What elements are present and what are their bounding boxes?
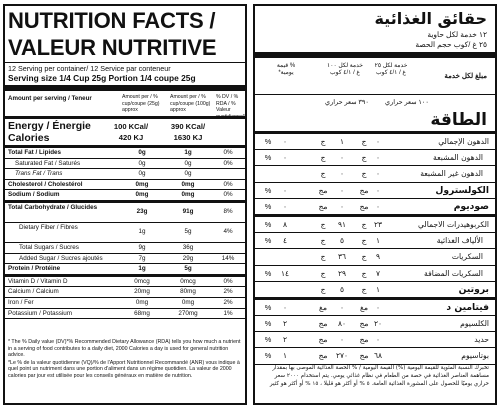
arabic-nutrient-name: حديد	[474, 335, 489, 345]
nutrient-name: Protein / Protéine	[8, 265, 61, 273]
column-header	[5, 91, 245, 120]
value-per-100g: 5g	[184, 265, 192, 273]
arabic-unit-b: مج	[318, 351, 328, 361]
arabic-unit-b: ج	[320, 252, 326, 262]
arabic-percent-sign: %	[264, 302, 272, 312]
arabic-value-b: ٠	[340, 153, 344, 163]
arabic-unit-a: ج	[361, 219, 367, 229]
arabic-nutrient-name: فيتامين د	[446, 301, 489, 313]
nutrient-row	[5, 254, 245, 264]
value-per-100g: 1g	[184, 149, 192, 156]
arabic-value-b: ٣٦	[338, 252, 346, 262]
value-per-25g: 0mg	[135, 180, 149, 188]
arabic-serving-size: ٢٥ غ /كوب حجم الحصة	[415, 40, 487, 49]
nutrient-row	[5, 298, 245, 308]
arabic-unit-a: مج	[359, 351, 369, 361]
value-per-100g: 0mg	[181, 298, 195, 306]
col3-header: % DV / % RDA / % Valeur quotidienne*	[216, 94, 245, 120]
col1-header: Amount per / % cup/coupe (25g) approx	[122, 94, 160, 114]
arabic-daily-value: ١٤	[281, 268, 289, 278]
arabic-value-a: ٦٨	[374, 351, 382, 361]
value-per-25g: 9g	[138, 243, 146, 251]
arabic-percent-sign: %	[264, 236, 272, 246]
nutrient-row	[5, 169, 245, 179]
amount-header: Amount per serving / Teneur	[8, 95, 92, 102]
footnote	[8, 339, 242, 381]
title-line-2: VALEUR NUTRITIVE	[8, 35, 217, 60]
arabic-nutrient-name: صوديوم	[453, 200, 489, 212]
arabic-value-a: ٠	[376, 201, 380, 211]
daily-value-percent: 8%	[223, 207, 233, 215]
arabic-unit-b: مج	[318, 335, 328, 345]
nutrient-name: Vitamin D / Vitamin D	[8, 277, 68, 285]
value-per-25g: 68mg	[134, 309, 150, 317]
arabic-unit-b: مج	[318, 185, 328, 195]
arabic-value-a: ٠	[376, 302, 380, 312]
arabic-value-a: ٩	[376, 252, 380, 262]
value-per-100g: 0mg	[181, 180, 195, 188]
arabic-footnote: تخبرك النسبة المئوية للقيمة اليومية (%) القيمة اليومية / % الحصة الغذائية الموصى بها بمقدار مساهمة العناصر الغذائية في حصة من الطعام في نظام غذائي يومي. يتم استخدام ٢٠٠٠ سعر حراري يوميًا للحصول على المشورة الغذائية العامة. ٥ % أو أكثر هو قليلا ، ١٥ % أو أكثر هو كثير	[269, 365, 489, 387]
arabic-nutrient-row	[255, 150, 495, 165]
value-per-25g: 7g	[138, 254, 146, 262]
arabic-value-a: ٧	[376, 268, 380, 278]
arabic-unit-a: مغ	[360, 302, 368, 312]
nutrient-row	[5, 264, 245, 274]
energy-label: Energy / Énergie	[8, 120, 91, 132]
nutrient-row	[5, 190, 245, 200]
arabic-unit-b: ج	[320, 236, 326, 246]
arabic-value-a: ٠	[376, 185, 380, 195]
arabic-value-b: ٠	[340, 169, 344, 179]
arabic-column-header	[255, 58, 495, 94]
arabic-daily-value: ١	[283, 351, 287, 361]
value-per-100g: 80mg	[180, 288, 196, 296]
arabic-value-a: ٢٠	[374, 319, 382, 329]
daily-value-percent: 0%	[223, 180, 233, 188]
value-per-25g: 23g	[136, 207, 148, 215]
arabic-nutrient-row	[255, 300, 495, 315]
value-per-100g: 270mg	[178, 309, 198, 317]
daily-value-percent: 4%	[223, 227, 233, 235]
arabic-nutrient-name: الدهون الإجمالي	[438, 137, 489, 146]
nutrient-name: Potassium / Potassium	[8, 309, 73, 317]
arabic-nutrient-row	[255, 249, 495, 264]
value-per-25g: 0mg	[135, 298, 149, 306]
nutrient-row	[5, 180, 245, 190]
value-per-25g: 0mcg	[134, 277, 150, 285]
arabic-nutrient-name: السكريات المضافة	[424, 268, 483, 278]
arabic-unit-a: ج	[361, 169, 367, 179]
arabic-percent-sign: %	[264, 319, 272, 329]
arabic-value-b: ٢٧٠	[336, 351, 348, 361]
arabic-unit-b: مغ	[319, 302, 327, 312]
arabic-unit-a: ج	[361, 268, 367, 278]
arabic-value-b: ٠	[340, 302, 344, 312]
servings-per-container: 12 Serving per container/ 12 Service par conteneur	[8, 64, 171, 73]
value-per-100g: 0mg	[181, 191, 195, 199]
arabic-value-b: ٠	[340, 335, 344, 345]
value-per-100g: 5g	[184, 227, 192, 235]
arabic-nutrient-name: بوتاسيوم	[461, 351, 489, 361]
arabic-unit-b: ج	[320, 153, 326, 163]
arabic-value-a: ٢٣	[374, 219, 382, 229]
arabic-unit-b: ج	[320, 284, 326, 294]
nutrient-name: Total Fat / Lipides	[8, 149, 62, 156]
nutrient-name: Total Sugars / Sucres	[19, 243, 79, 251]
arabic-percent-sign: %	[264, 335, 272, 345]
arabic-value-a: ٠	[376, 137, 380, 146]
nutrient-row	[5, 223, 245, 242]
value-per-25g: 0g	[138, 149, 146, 156]
arabic-nutrient-row	[255, 134, 495, 149]
arabic-value-b: ٢٩	[338, 268, 346, 278]
daily-value-percent: 2%	[223, 298, 233, 306]
value-per-25g: 0mg	[135, 191, 149, 199]
arabic-value-b: ٩١	[338, 219, 346, 229]
nutrient-name: Cholesterol / Cholestérol	[8, 180, 83, 188]
arabic-nutrient-row	[255, 183, 495, 198]
daily-value-percent: 0%	[223, 277, 233, 285]
arabic-unit-a: ج	[361, 236, 367, 246]
arabic-nutrient-name: الدهون المشبعة	[433, 153, 483, 163]
value-per-100g: 36g	[182, 243, 194, 251]
arabic-nutrient-row	[255, 233, 495, 248]
energy-v2b: 1630 KJ	[173, 133, 203, 142]
arabic-daily-value: ٠	[283, 302, 287, 312]
arabic-nutrient-row	[255, 348, 495, 363]
arabic-daily-value: ٢	[283, 335, 287, 345]
arabic-unit-b: ج	[320, 219, 326, 229]
arabic-unit-b: ج	[320, 137, 326, 146]
arabic-percent-sign: %	[264, 153, 272, 163]
arabic-unit-b: مج	[318, 201, 328, 211]
value-per-100g: 0g	[184, 170, 192, 178]
arabic-energy-values	[255, 95, 495, 109]
arabic-nutrient-name: بروتين	[458, 283, 489, 295]
arabic-unit-a: مج	[359, 335, 369, 345]
arabic-nutrient-row	[255, 316, 495, 331]
arabic-nutrient-row	[255, 332, 495, 347]
nutrient-name: Total Carbohydrate / Glucides	[8, 203, 98, 211]
value-per-100g: 0mcg	[180, 277, 196, 285]
arabic-nutrient-name: الدهون غير المشبعة	[420, 169, 483, 179]
nutrition-facts-panel	[3, 4, 247, 405]
arabic-title: حقائق الغذائية	[374, 9, 487, 28]
value-per-25g: 0g	[138, 159, 146, 167]
arabic-unit-a: ج	[361, 252, 367, 262]
arabic-nutrient-table	[255, 134, 495, 365]
arabic-daily-value: ٠	[283, 201, 287, 211]
arabic-nutrient-row	[255, 282, 495, 297]
nutrient-table	[5, 148, 245, 319]
arabic-percent-sign: %	[264, 219, 272, 229]
daily-value-percent: 2%	[223, 288, 233, 296]
nutrient-row	[5, 243, 245, 253]
arabic-nutrient-name: الكولسترول	[435, 184, 489, 196]
energy-v1b: 420 KJ	[118, 133, 144, 142]
arabic-percent-sign: %	[264, 137, 272, 146]
arabic-amount-header: مبلغ لكل خدمة	[444, 73, 487, 80]
nutrient-row	[5, 148, 245, 158]
value-per-100g: 0g	[184, 159, 192, 167]
value-per-25g: 0g	[138, 170, 146, 178]
col2-header: Amount per / % cup/coupe (100g) approx	[170, 94, 211, 114]
arabic-daily-value: ٨	[283, 219, 287, 229]
arabic-col-b-header: خدمة لكل ١٠٠ غ / ٤/١ كوب	[327, 63, 363, 76]
arabic-percent-sign: %	[264, 351, 272, 361]
value-per-100g: 29g	[182, 254, 194, 262]
nutrient-name: Calcium / Calcium	[8, 288, 59, 296]
arabic-energy-a: ١٠٠ سعر حراري	[385, 99, 429, 106]
energy-v2a: 390 KCal/	[170, 122, 206, 131]
arabic-nutrition-panel	[253, 4, 497, 405]
arabic-value-a: ٠	[376, 153, 380, 163]
arabic-value-b: ٥	[340, 284, 344, 294]
arabic-col-c-header: % قيمة يومية*	[276, 63, 296, 76]
arabic-energy-label: الطاقة	[430, 110, 487, 130]
arabic-percent-sign: %	[264, 185, 272, 195]
arabic-daily-value: ٢	[283, 319, 287, 329]
arabic-col-a-header: خدمة لكل ٢٥ غ / ٤/١ كوب	[374, 63, 408, 76]
arabic-energy-b: ٣٩٠ سعر حراري	[325, 99, 369, 106]
arabic-nutrient-name: الكلسيوم	[460, 319, 489, 329]
energy-v1a: 100 KCal/	[113, 122, 149, 131]
arabic-nutrient-row	[255, 266, 495, 281]
daily-value-percent: 0%	[223, 191, 233, 199]
arabic-percent-sign: %	[264, 201, 272, 211]
daily-value-percent: 0%	[223, 149, 233, 156]
value-per-100g: 91g	[182, 207, 194, 215]
arabic-nutrient-row	[255, 217, 495, 232]
value-per-25g: 20mg	[134, 288, 150, 296]
nutrient-row	[5, 159, 245, 169]
arabic-value-b: ٠	[340, 185, 344, 195]
nutrient-row	[5, 277, 245, 287]
arabic-daily-value: ٠	[283, 153, 287, 163]
arabic-unit-b: ج	[320, 268, 326, 278]
arabic-value-b: ٠	[340, 201, 344, 211]
calories-label: Calories	[8, 132, 50, 144]
value-per-25g: 1g	[138, 265, 146, 273]
arabic-unit-a: مج	[359, 201, 369, 211]
arabic-unit-a: مج	[359, 319, 369, 329]
arabic-nutrient-row	[255, 199, 495, 214]
daily-value-percent: 0%	[223, 159, 233, 167]
footnote-fr: *Le % de la valeur quotidienne (VQ)/% de l'Apport Nutritionnel Recommandé (ANR) vous indique à quel point un nutriment dans une portion d'aliment dans un régime quotidien. La valeur de 2000 calories par jour est utilisée pour les conseils généraux en matière de nutrition.	[8, 359, 240, 379]
nutrient-name: Dietary Fiber / Fibres	[19, 223, 78, 231]
arabic-nutrient-name: السكريات	[451, 252, 483, 262]
arabic-value-b: ٨٠	[338, 319, 346, 329]
nutrient-row	[5, 309, 245, 319]
nutrient-name: Trans Fat / Trans	[15, 170, 63, 178]
arabic-value-b: ٥	[340, 236, 344, 246]
arabic-value-a: ١	[376, 284, 380, 294]
nutrient-row	[5, 287, 245, 297]
nutrient-name: Iron / Fer	[8, 298, 34, 306]
arabic-value-a: ١	[376, 236, 380, 246]
arabic-daily-value: ٤	[283, 236, 287, 246]
energy-row	[5, 119, 245, 145]
arabic-unit-a: ج	[361, 153, 367, 163]
arabic-unit-b: ج	[320, 169, 326, 179]
arabic-daily-value: ٠	[283, 137, 287, 146]
arabic-percent-sign: %	[264, 268, 272, 278]
arabic-nutrient-name: الكربوهيدرات الاجمالي	[418, 219, 489, 229]
title-line-1: NUTRITION FACTS /	[8, 8, 216, 33]
arabic-servings: ١٢ خدمة لكل حاوية	[427, 30, 487, 39]
arabic-value-a: ٠	[376, 169, 380, 179]
arabic-nutrient-name: الألياف الغذائية	[436, 236, 483, 246]
arabic-unit-b: مج	[318, 319, 328, 329]
nutrient-name: Added Sugar / Sucres ajoutés	[19, 254, 103, 262]
arabic-value-a: ٠	[376, 335, 380, 345]
arabic-unit-a: ج	[361, 137, 367, 146]
nutrient-row	[5, 203, 245, 222]
daily-value-percent: 14%	[221, 254, 235, 262]
serving-size: Serving size 1/4 Cup 25g Portion 1/4 coupe 25g	[8, 73, 196, 83]
nutrient-name: Saturated Fat / Saturés	[15, 159, 81, 167]
daily-value-percent: 1%	[223, 309, 233, 317]
nutrient-name: Sodium / Sodium	[8, 191, 60, 199]
footnote-en: * The % Daily value (DV)*% Recommended Dietary Allowance (RDA) tells you how much a nutrient in a serving of food contributes to a daily diet, 2000 Calories a day is used for general nutrition advice.	[8, 339, 241, 359]
arabic-unit-a: ج	[361, 284, 367, 294]
value-per-25g: 1g	[138, 227, 146, 235]
arabic-daily-value: ٠	[283, 185, 287, 195]
arabic-value-b: ١	[340, 137, 344, 146]
arabic-nutrient-row	[255, 166, 495, 181]
arabic-unit-a: مج	[359, 185, 369, 195]
